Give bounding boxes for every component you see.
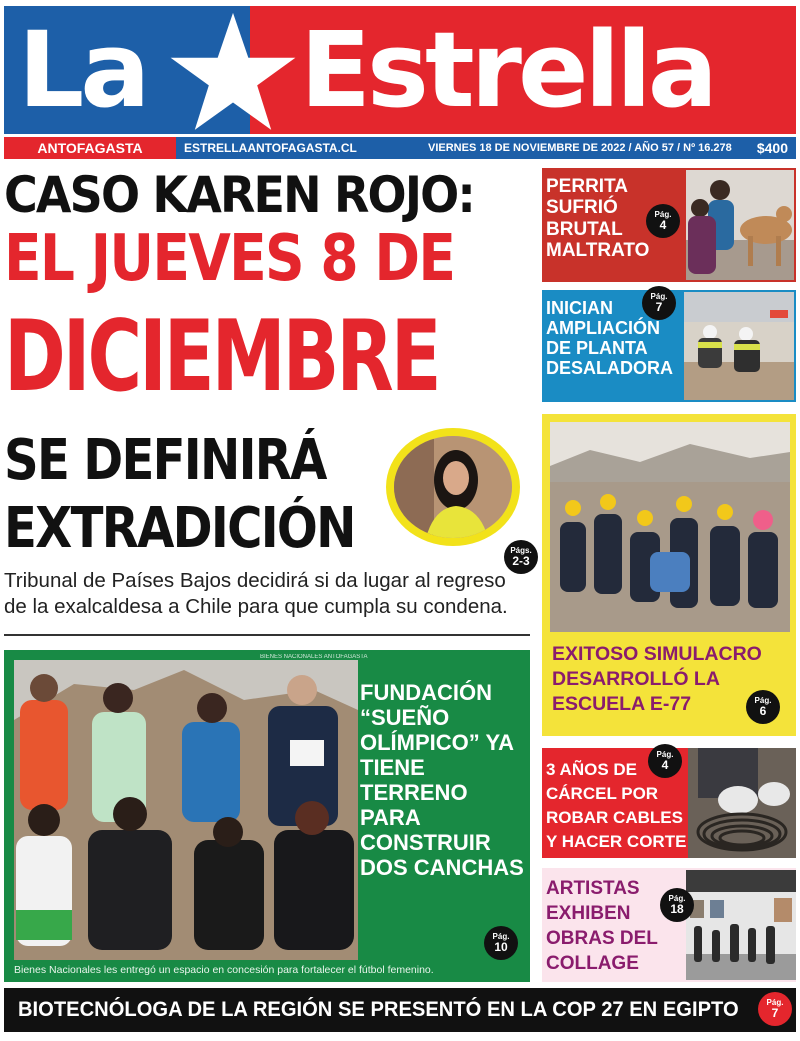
sidebar-story-drill[interactable] <box>542 414 796 736</box>
info-bar <box>4 137 796 159</box>
sidebar-story-title: INICIAN AMPLIACIÓN DE PLANTA DESALADORA <box>546 298 674 379</box>
page-ref-number: 10 <box>494 940 508 954</box>
page-ref-label: Pág. <box>766 998 784 1007</box>
price-label: $400 <box>756 140 788 156</box>
sidebar-story-artists[interactable] <box>542 868 796 982</box>
page-ref-number: 18 <box>670 902 684 916</box>
page-ref-number: 4 <box>661 758 669 772</box>
portrait-photo <box>394 436 512 538</box>
main-headline-line-3[interactable]: DICIEMBRE <box>4 300 439 414</box>
page-ref-label: Pág. <box>668 894 686 903</box>
main-story-lead: Tribunal de Países Bajos decidirá si da lugar al regreso de la exalcaldesa a Chile para que cumpla su condena. <box>4 569 508 618</box>
sidebar-story-title: EXITOSO SIMULACRO DESARROLLÓ LA ESCUELA E-77 <box>552 643 762 715</box>
edition-date: VIERNES 18 DE NOVIEMBRE DE 2022 / AÑO 57 / Nº 16.278 <box>428 142 732 154</box>
page-ref-drill[interactable] <box>746 690 780 724</box>
bottom-headline: BIOTECNÓLOGA DE LA REGIÓN SE PRESENTÓ EN LA COP 27 EN EGIPTO <box>18 998 739 1021</box>
page-ref-label: Pág. <box>754 696 772 705</box>
desalination-photo <box>684 292 794 400</box>
portrait-frame <box>386 428 520 546</box>
page-ref-number: 2-3 <box>512 554 530 568</box>
page-ref-desalination[interactable] <box>642 286 676 320</box>
page-ref-number: 4 <box>659 218 667 232</box>
page-ref-dog[interactable] <box>646 204 680 238</box>
woman-portrait-image <box>394 436 512 538</box>
divider <box>4 634 530 636</box>
page-ref-number: 6 <box>759 704 767 718</box>
bottom-headline-bar[interactable] <box>4 988 796 1032</box>
page-ref-feature[interactable] <box>484 926 518 960</box>
city-label: ANTOFAGASTA <box>4 137 176 159</box>
main-headline-line-1[interactable]: CASO KAREN ROJO: <box>4 166 474 224</box>
gallery-photo <box>686 870 796 980</box>
feature-photo-caption: Bienes Nacionales les entregó un espacio en concesión para fortalecer el fútbol femenino. <box>14 964 434 976</box>
page-ref-label: Pág. <box>654 210 672 219</box>
page-ref-label: Págs. <box>510 546 532 555</box>
sidebar-story-title: PERRITA SUFRIÓ BRUTAL MALTRATO <box>546 176 650 261</box>
main-headline-line-4[interactable]: SE DEFINIRÁ <box>4 428 326 493</box>
photo-credit: BIENES NACIONALES ANTOFAGASTA <box>260 654 368 660</box>
page-ref-label: Pág. <box>650 292 668 301</box>
main-headline-line-5[interactable]: EXTRADICIÓN <box>4 496 355 561</box>
brand-right: Estrella <box>300 9 714 131</box>
school-drill-photo <box>550 422 790 632</box>
sidebar-story-title: 3 AÑOS DE CÁRCEL POR ROBAR CABLES Y HACER CORTE <box>546 760 687 851</box>
page-ref-number: 7 <box>771 1006 779 1020</box>
cables-photo <box>688 748 796 858</box>
feature-story-title[interactable]: FUNDACIÓN “SUEÑO OLÍMPICO” YA TIENE TERRENO PARA CONSTRUIR DOS CANCHAS <box>360 680 524 880</box>
website-link[interactable]: ESTRELLAANTOFAGASTA.CL <box>184 141 357 155</box>
main-headline-line-2[interactable]: EL JUEVES 8 DE <box>4 222 455 296</box>
page-ref-number: 7 <box>655 300 663 314</box>
brand-left: La <box>18 9 147 131</box>
page-ref-cables[interactable] <box>648 744 682 778</box>
page-ref-artists[interactable] <box>660 888 694 922</box>
page-ref-bottom[interactable] <box>758 992 792 1026</box>
masthead <box>0 0 800 136</box>
sidebar-story-title: ARTISTAS EXHIBEN OBRAS DEL COLLAGE <box>546 878 658 974</box>
star-icon <box>168 10 298 134</box>
dog-photo <box>686 170 794 280</box>
page-ref-label: Pág. <box>656 750 674 759</box>
page-ref-label: Pág. <box>492 932 510 941</box>
group-photo <box>14 660 358 960</box>
